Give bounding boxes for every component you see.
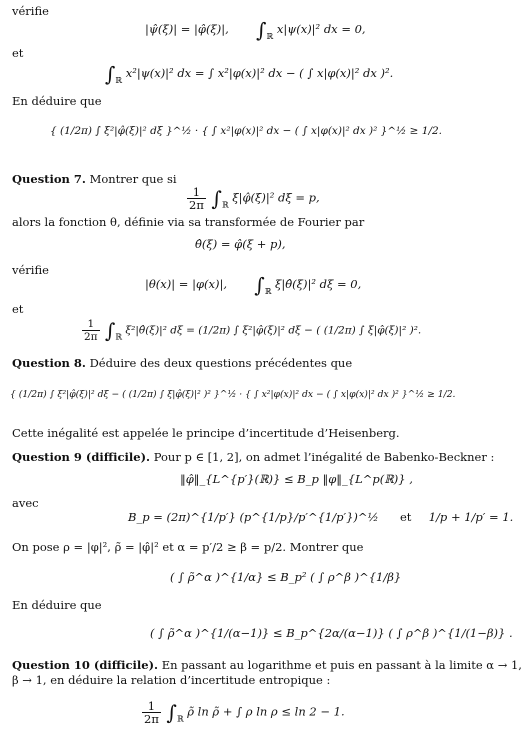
question-8 xyxy=(12,356,352,370)
et-text-1: et xyxy=(12,46,24,60)
equation-1-part-a: |ψ̂(ξ)| = |φ̂(ξ)|, xyxy=(145,22,229,36)
equation-7-body: ξ²|θ̂(ξ)|² dξ = (1/2π) ∫ ξ²|φ̂(ξ)|² dξ − ( (1/2π) ∫ ξ|φ̂(ξ)|² )². xyxy=(125,324,422,337)
equation-10 xyxy=(128,510,513,524)
question-7-text: Montrer que si xyxy=(89,172,177,186)
equation-8 xyxy=(10,388,455,402)
integral-symbol: ∫ xyxy=(166,700,177,725)
question-9-text: Pour p ∈ [1, 2], on admet l’inégalité de Babenko-Beckner : xyxy=(153,450,495,464)
equation-8-body: { (1/2π) ∫ ξ²|φ̂(ξ)|² dξ − ( (1/2π) ∫ ξ|φ̂(ξ)|² )² }^½ · { ∫ x²|φ(x)|² dx − ( ∫ x|φ(x)|² dx )² }^½ ≥ 1/2. xyxy=(10,389,456,400)
equation-5-body: θ̂(ξ) = φ̂(ξ + p), xyxy=(195,237,286,251)
q7-then-text: alors la fonction θ, définie via sa transformée de Fourier par xyxy=(12,215,365,229)
equation-6-part-b: ξ|θ̂(ξ)|² dξ = 0, xyxy=(275,277,362,291)
equation-12 xyxy=(150,626,513,640)
equation-11-body: ( ∫ ρ̃^α )^{1/α} ≤ B_p² ( ∫ ρ^β )^{1/β} xyxy=(170,570,402,584)
equation-2: $\int_ℝ$ x²|ψ(x)|² dx = ∫ x²|φ(x)|² dx − ( ∫ x|φ(x)|² dx )². xyxy=(105,62,394,86)
integral-symbol: ∫ xyxy=(256,18,267,42)
equation-6: |θ(x)| = |φ(x)|, $\int_ℝ$ ξ|θ̂(ξ)|² dξ = 0, xyxy=(145,273,362,297)
integral-symbol: ∫ xyxy=(105,62,116,86)
question-10 xyxy=(12,658,522,672)
question-10-line-2: β → 1, en déduire la relation d’incertitude entropique : xyxy=(12,673,331,687)
equation-9 xyxy=(180,472,413,486)
equation-5 xyxy=(195,237,286,251)
verifie-text-2: vérifie xyxy=(12,263,49,277)
equation-10-part-b: 1/p + 1/p′ = 1. xyxy=(428,510,514,524)
fraction: $\frac{1}{2\pi}$ xyxy=(189,185,204,212)
heisenberg-text: Cette inégalité est appelée le principe d’incertitude d’Heisenberg. xyxy=(12,426,400,440)
pose-text: On pose ρ = |φ|², ρ̃ = |φ̂|² et α = p′/2 ≥ β = p/2. Montrer que xyxy=(12,540,364,554)
question-9 xyxy=(12,450,494,464)
integral-symbol: ∫ xyxy=(254,273,265,297)
question-7 xyxy=(12,172,177,186)
avec-text: avec xyxy=(12,496,39,510)
equation-1: |ψ̂(ξ)| = |φ̂(ξ)|, $\int_ℝ$ x|ψ(x)|² dx = 0, xyxy=(145,18,366,42)
equation-13-body: ρ̃ ln ρ̃ + ∫ ρ ln ρ ≤ ln 2 − 1. xyxy=(187,704,345,719)
equation-12-body: ( ∫ ρ̃^α )^{1/(α−1)} ≤ B_p^{2α/(α−1)} ( ∫ ρ^β )^{1/(1−β)} . xyxy=(150,626,513,640)
equation-2-body: x²|ψ(x)|² dx = ∫ x²|φ(x)|² dx − ( ∫ x|φ(x)|² dx )². xyxy=(125,66,394,80)
equation-4-body: ξ|φ̂(ξ)|² dξ = p, xyxy=(232,190,320,205)
question-10-label: Question 10 (difficile). xyxy=(12,658,159,672)
equation-9-body: ‖φ̂‖_{L^{p′}(ℝ)} ≤ B_p ‖φ‖_{L^p(ℝ)} , xyxy=(180,472,413,486)
equation-3 xyxy=(50,124,442,138)
et-text-2: et xyxy=(12,302,24,316)
fraction: $\frac{1}{2\pi}$ xyxy=(144,699,159,726)
question-7-label: Question 7. xyxy=(12,172,86,186)
equation-10-part-a: B_p = (2π)^{1/p′} (p^{1/p}/p′^{1/p′})^½ xyxy=(128,510,379,524)
equation-7: $\frac{1}{2\pi}$ $\int_ℝ$ ξ²|θ̂(ξ)|² dξ = (1/2π) ∫ ξ²|φ̂(ξ)|² dξ − ( (1/2π) ∫ ξ|φ̂(ξ)|² )². xyxy=(84,318,422,343)
question-9-label: Question 9 (difficile). xyxy=(12,450,151,464)
integral-symbol: ∫ xyxy=(104,318,116,343)
integral-symbol: ∫ xyxy=(211,186,222,211)
equation-11 xyxy=(170,570,401,584)
question-8-text: Déduire des deux questions précédentes que xyxy=(89,356,353,370)
question-8-label: Question 8. xyxy=(12,356,86,370)
equation-13: $\frac{1}{2\pi}$ $\int_ℝ$ ρ̃ ln ρ̃ + ∫ ρ ln ρ ≤ ln 2 − 1. xyxy=(144,699,345,726)
verifie-text-1: vérifie xyxy=(12,4,49,18)
equation-1-part-b: x|ψ(x)|² dx = 0, xyxy=(276,22,366,36)
deduire-text-1: En déduire que xyxy=(12,94,102,108)
fraction: $\frac{1}{2\pi}$ xyxy=(84,318,98,343)
equation-4: $\frac{1}{2\pi}$ $\int_ℝ$ ξ|φ̂(ξ)|² dξ = p, xyxy=(189,185,320,212)
equation-3-body: { (1/2π) ∫ ξ²|φ̂(ξ)|² dξ }^½ · { ∫ x²|φ(x)|² dx − ( ∫ x|φ(x)|² dx )² }^½ ≥ 1/2. xyxy=(50,125,443,137)
equation-6-part-a: |θ(x)| = |φ(x)|, xyxy=(145,277,227,291)
equation-10-et: et xyxy=(399,510,412,524)
deduire-text-2: En déduire que xyxy=(12,598,102,612)
question-10-text: En passant au logarithme et puis en passant à la limite α → 1, xyxy=(161,658,522,672)
